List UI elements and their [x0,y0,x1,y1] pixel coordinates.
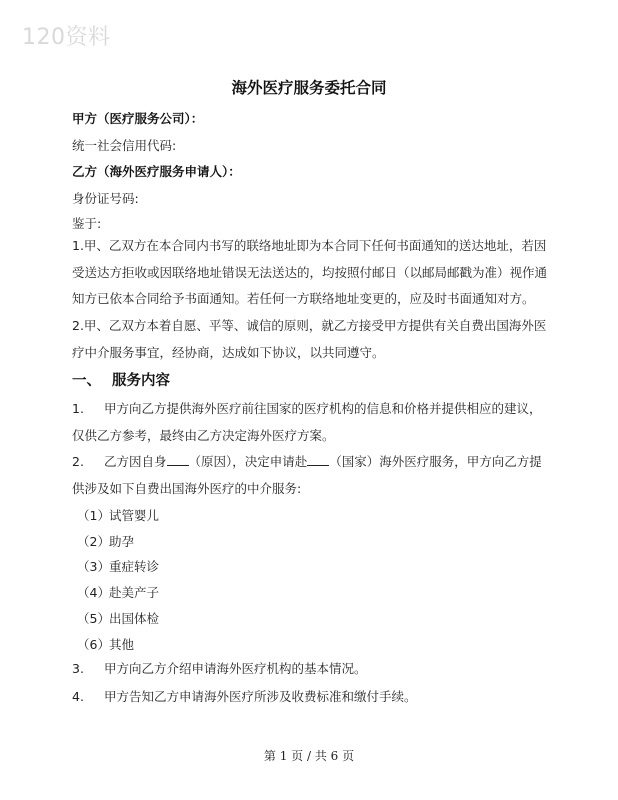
clause-number: 4. [72,689,84,704]
preamble-paragraph-2: 2.甲、乙双方本着自愿、平等、诚信的原则，就乙方接受甲方提供有关自费出国海外医疗中介服务事宜，经协商，达成如下协议，以共同遵守。 [72,318,547,360]
page-footer: 第 1 页 / 共 6 页 [263,749,355,763]
service-number: （4） [77,585,110,600]
clause-number: 2. [72,454,84,469]
credit-code-label: 统一社会信用代码: [72,138,177,153]
service-item [77,609,159,627]
section-number: 一、 [72,372,101,389]
service-label: 出国体检 [109,611,160,626]
clause-text: 乙方因自身 [104,454,167,469]
service-item [77,635,134,653]
clause-2 [72,449,550,502]
clause-1 [72,396,550,449]
service-label: 助孕 [109,534,135,549]
watermark: 120资料 [22,25,111,50]
service-number: （5） [77,611,110,626]
service-item [77,583,159,601]
service-item [77,557,159,575]
document-title: 海外医疗服务委托合同 [231,78,387,97]
id-label: 身份证号码: [72,191,139,206]
clause-text: （原因），决定申请赴 [188,454,308,469]
party-b-label: 乙方（海外医疗服务申请人）： [72,164,241,179]
clause-text: 甲方向乙方介绍申请海外医疗机构的基本情况。 [104,661,367,676]
service-label: 其他 [109,637,135,652]
whereas-label: 鉴于: [72,216,102,231]
party-a-label: 甲方（医疗服务公司）： [72,111,204,126]
clause-3 [72,656,550,683]
service-number: （1） [77,508,110,523]
clause-number: 1. [72,401,84,416]
section-title: 服务内容 [112,372,170,389]
service-label: 重症转诊 [109,559,160,574]
service-number: （2） [77,534,110,549]
service-label: 赴美产子 [109,585,160,600]
service-number: （3） [77,559,110,574]
clause-number: 3. [72,661,84,676]
preamble-paragraph-1: 1.甲、乙双方在本合同内书写的联络地址即为本合同下任何书面通知的送达地址，若因受送达方拒收或因联络地址错误无法送达的，均按照付邮日（以邮局邮戳为准）视作通知方已依本合同给予书面通知。若任何一方联络地址变更的，应及时书面通知对方。 [72,238,548,306]
blank-country[interactable] [307,453,329,466]
service-label: 试管婴儿 [109,508,160,523]
service-number: （6） [77,637,110,652]
section-heading [72,369,170,390]
clause-4 [72,684,550,711]
service-item [77,532,134,550]
service-item [77,506,159,524]
clause-text: 甲方告知乙方申请海外医疗所涉及收费标准和缴付手续。 [104,689,417,704]
blank-reason[interactable] [167,453,189,466]
clause-text: （国家）海外医疗服务，甲方向乙方提供涉及如下自费出国海外医疗的中介服务: [72,454,542,496]
clause-text: 甲方向乙方提供海外医疗前往国家的医疗机构的信息和价格并提供相应的建议，仅供乙方参考，最终由乙方决定海外医疗方案。 [72,401,542,443]
